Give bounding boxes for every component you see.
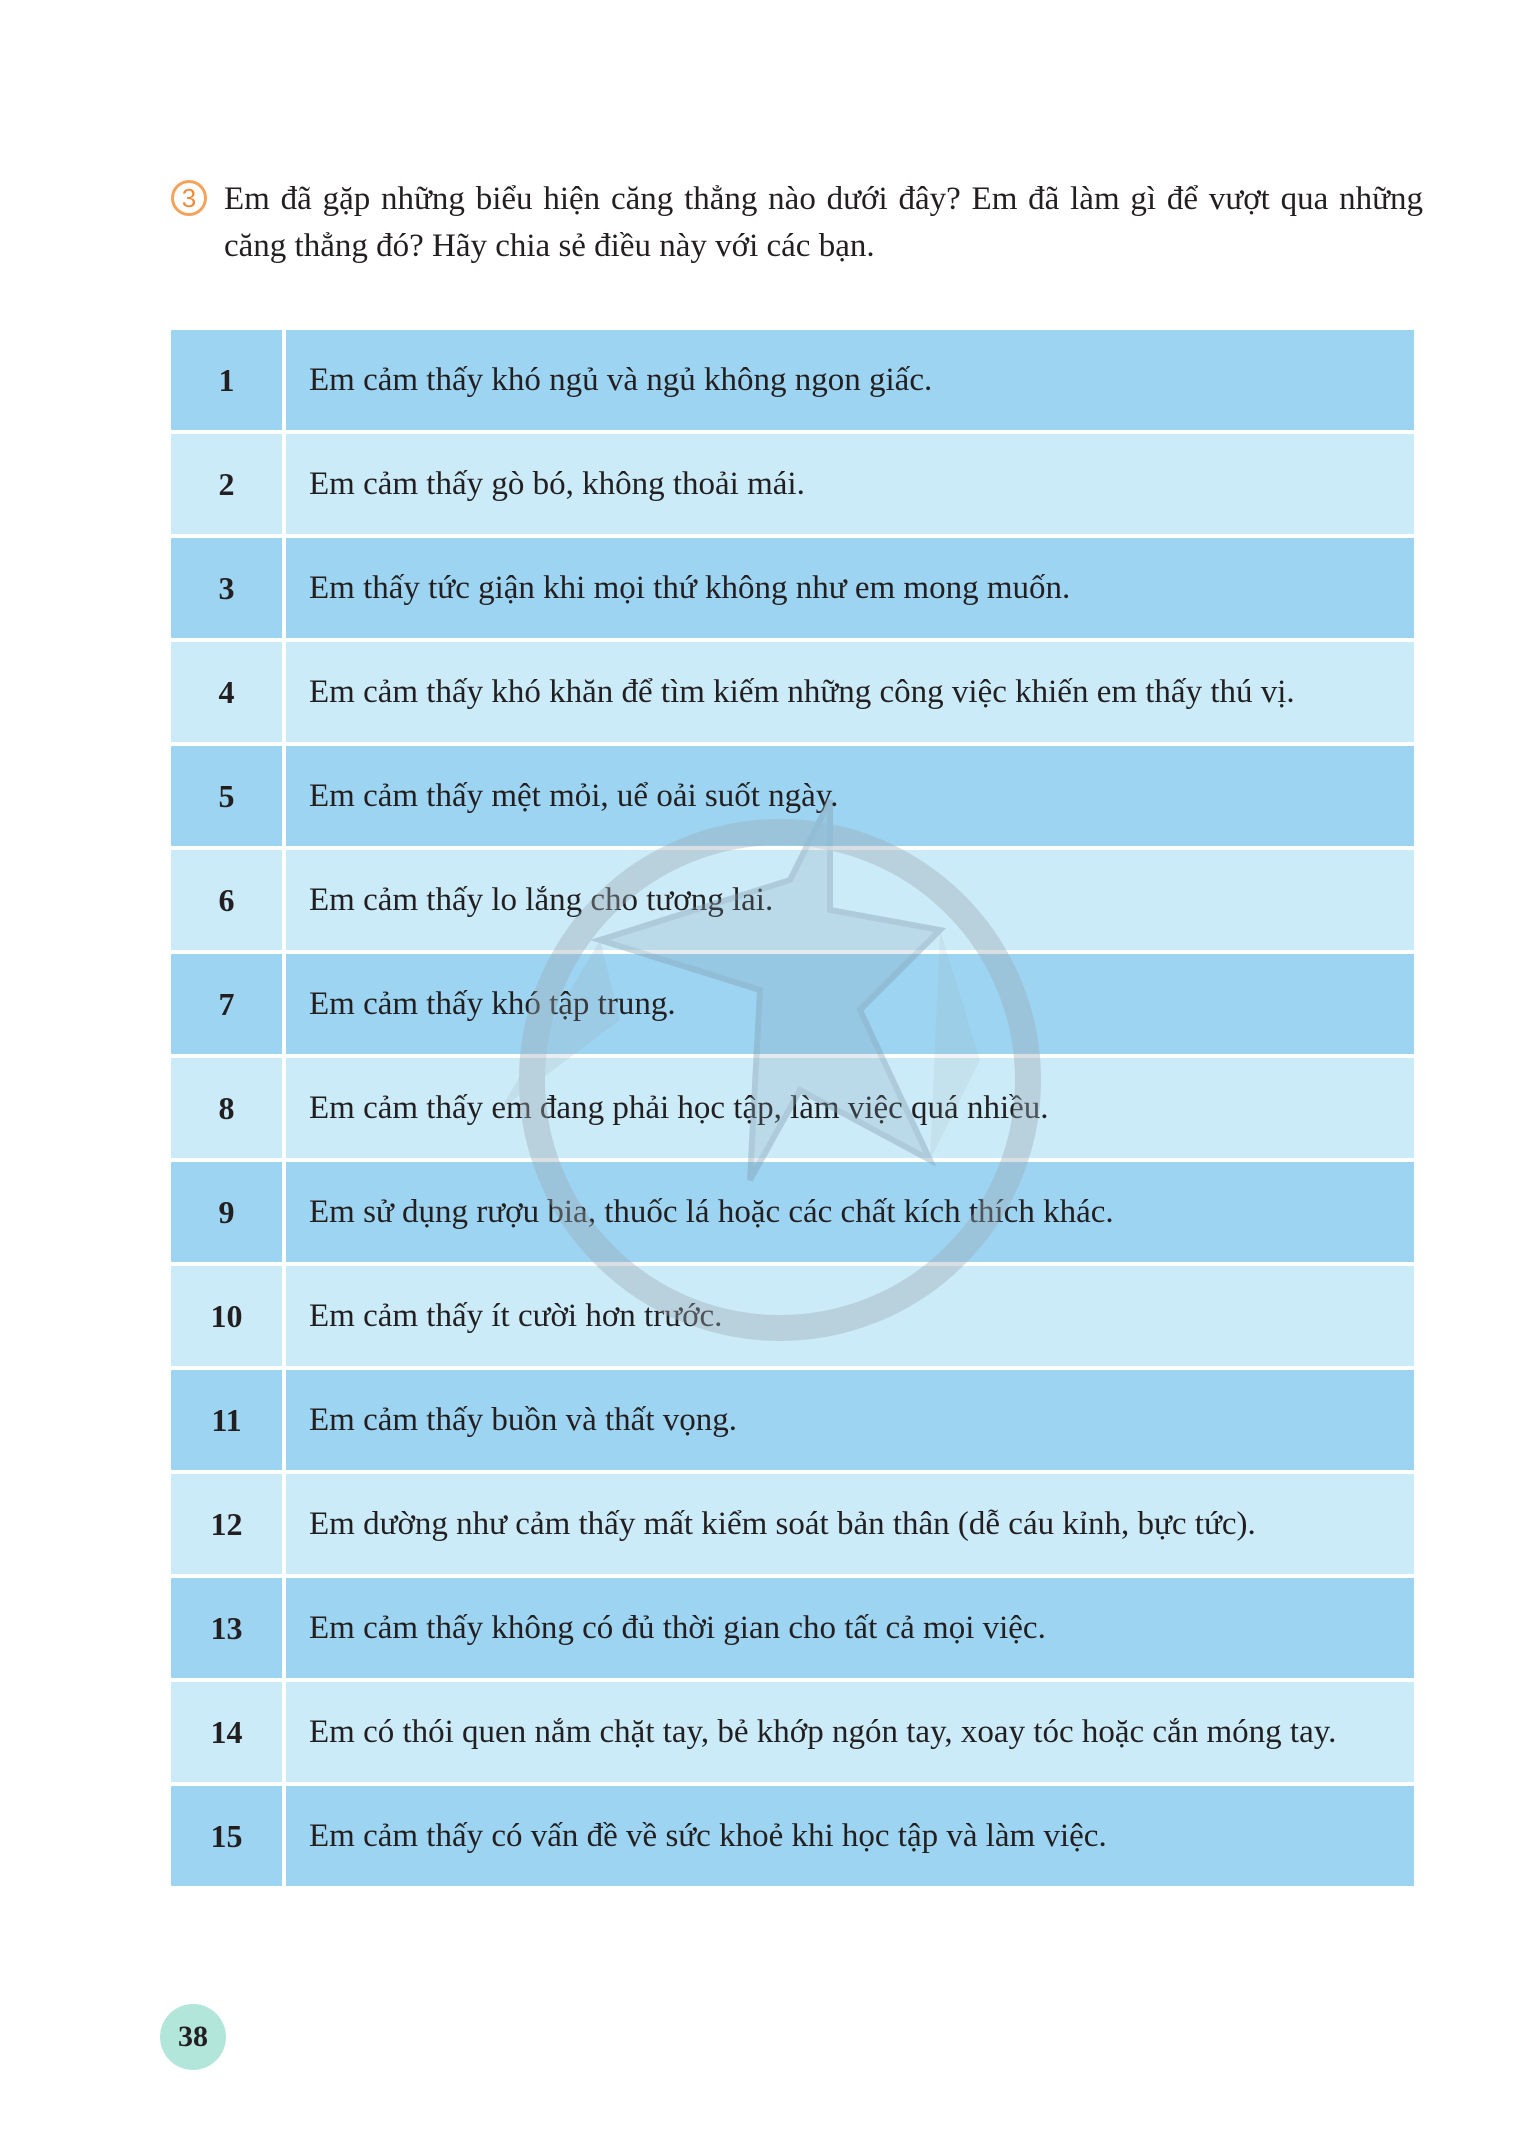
table-row [171, 746, 1414, 850]
table-row [171, 330, 1414, 434]
table-row [171, 1682, 1414, 1786]
row-text: Em dường như cảm thấy mất kiểm soát bản thân (dễ cáu kỉnh, bực tức). [286, 1474, 1414, 1578]
question-number-badge: 3 [171, 180, 207, 216]
table-row [171, 1162, 1414, 1266]
row-number: 4 [171, 642, 286, 746]
row-number: 3 [171, 538, 286, 642]
row-number: 2 [171, 434, 286, 538]
row-number: 12 [171, 1474, 286, 1578]
row-text: Em cảm thấy mệt mỏi, uể oải suốt ngày. [286, 746, 1414, 850]
row-number: 7 [171, 954, 286, 1058]
table-row [171, 642, 1414, 746]
row-number: 11 [171, 1370, 286, 1474]
table-row [171, 1474, 1414, 1578]
table-row [171, 434, 1414, 538]
row-text: Em cảm thấy ít cười hơn trước. [286, 1266, 1414, 1370]
table-row [171, 1578, 1414, 1682]
table-row [171, 1786, 1414, 1886]
row-number: 6 [171, 850, 286, 954]
page-number: 38 [160, 2004, 226, 2070]
row-text: Em cảm thấy gò bó, không thoải mái. [286, 434, 1414, 538]
row-text: Em có thói quen nắm chặt tay, bẻ khớp ngón tay, xoay tóc hoặc cắn móng tay. [286, 1682, 1414, 1786]
table-row [171, 538, 1414, 642]
row-number: 13 [171, 1578, 286, 1682]
table-row [171, 1266, 1414, 1370]
row-text: Em cảm thấy khó ngủ và ngủ không ngon giấc. [286, 330, 1414, 434]
row-number: 5 [171, 746, 286, 850]
table-row [171, 1058, 1414, 1162]
row-text: Em cảm thấy khó tập trung. [286, 954, 1414, 1058]
row-text: Em cảm thấy không có đủ thời gian cho tất cả mọi việc. [286, 1578, 1414, 1682]
table-row [171, 850, 1414, 954]
table-row [171, 954, 1414, 1058]
row-number: 9 [171, 1162, 286, 1266]
row-number: 1 [171, 330, 286, 434]
row-text: Em sử dụng rượu bia, thuốc lá hoặc các chất kích thích khác. [286, 1162, 1414, 1266]
question-text: Em đã gặp những biểu hiện căng thẳng nào dưới đây? Em đã làm gì để vượt qua những căng thẳng đó? Hãy chia sẻ điều này với các bạn. [224, 181, 1423, 264]
row-text: Em cảm thấy có vấn đề về sức khoẻ khi học tập và làm việc. [286, 1786, 1414, 1886]
row-number: 10 [171, 1266, 286, 1370]
table-row [171, 1370, 1414, 1474]
question-block [171, 176, 1423, 270]
row-number: 14 [171, 1682, 286, 1786]
row-text: Em cảm thấy lo lắng cho tương lai. [286, 850, 1414, 954]
row-number: 15 [171, 1786, 286, 1886]
row-text: Em cảm thấy khó khăn để tìm kiếm những công việc khiến em thấy thú vị. [286, 642, 1414, 746]
row-text: Em thấy tức giận khi mọi thứ không như em mong muốn. [286, 538, 1414, 642]
row-text: Em cảm thấy em đang phải học tập, làm việc quá nhiều. [286, 1058, 1414, 1162]
stress-signs-table [171, 330, 1414, 1886]
row-text: Em cảm thấy buồn và thất vọng. [286, 1370, 1414, 1474]
row-number: 8 [171, 1058, 286, 1162]
